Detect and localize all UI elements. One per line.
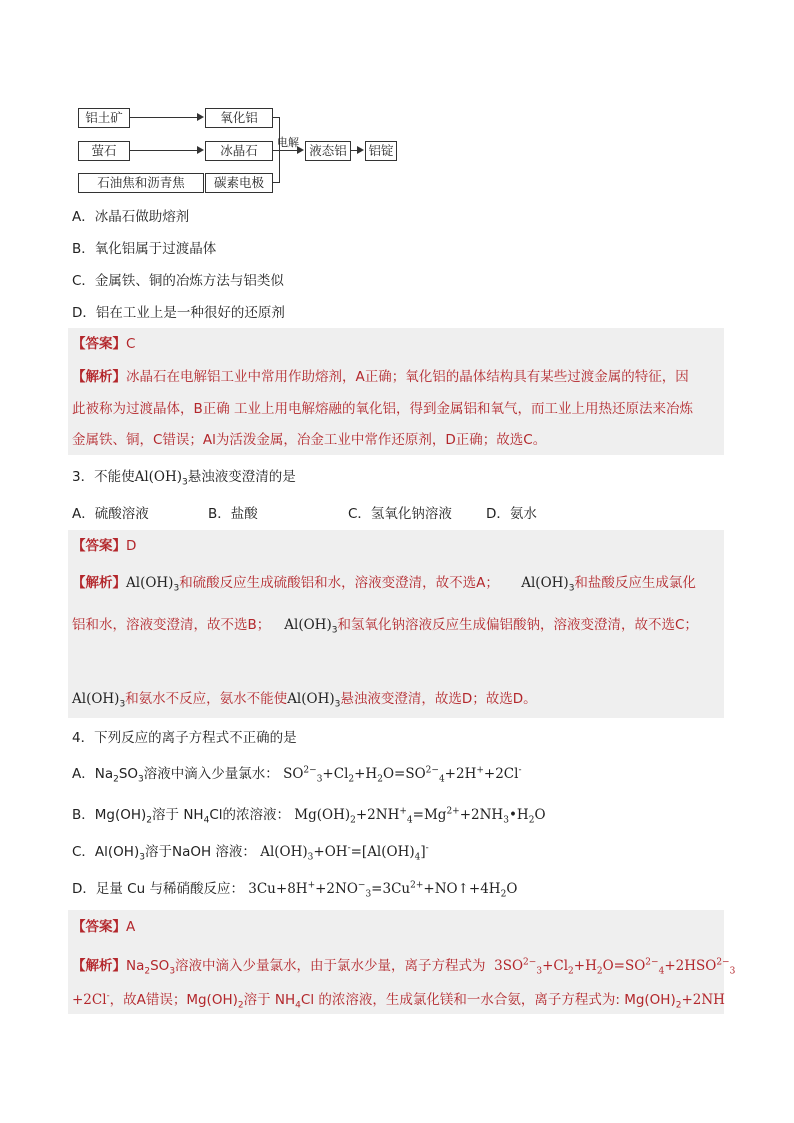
- q3-option-c: C．氢氧化钠溶液: [348, 506, 452, 522]
- source-bauxite: 铝土矿: [78, 108, 130, 128]
- q3-option-b: B．盐酸: [208, 506, 258, 522]
- q3-stem: 3．不能使$Al(OH)_3$悬浊液变澄清的是: [72, 469, 296, 488]
- q2-option-c: C．金属铁、铜的冶炼方法与铝类似: [72, 273, 284, 289]
- q4-answer: 【答案】A: [72, 919, 136, 935]
- intermediate-cryolite: 冰晶石: [205, 141, 273, 161]
- q3-answer: 【答案】D: [72, 538, 137, 554]
- q4-option-d: D．足量 Cu 与稀硝酸反应： $3Cu+8H^++2NO^-_3=3Cu^{2+}+NO↑+4H_2O$: [72, 880, 518, 900]
- q3-option-a: A．硫酸溶液: [72, 506, 149, 522]
- source-coke: 石油焦和沥青焦: [78, 173, 204, 193]
- q2-option-d: D．铝在工业上是一种很好的还原剂: [72, 305, 285, 321]
- q2-analysis-line-1: 【解析】冰晶石在电解铝工业中常用作助熔剂，A正确；氧化铝的晶体结构具有某些过渡金属的特征，因: [72, 369, 689, 385]
- intermediate-carbon-electrode: 碳素电极: [205, 173, 273, 193]
- q3-analysis-line-1: 【解析】$Al(OH)_3$和硫酸反应生成硫酸铝和水，溶液变澄清，故不选A； $Al(OH)_3$和盐酸反应生成氯化: [72, 575, 696, 594]
- q2-option-b: B．氧化铝属于过渡晶体: [72, 241, 217, 257]
- q4-stem: 4．下列反应的离子方程式不正确的是: [72, 730, 297, 746]
- q4-option-b: B．$Mg(OH)_2$溶于 $NH_4Cl$的浓溶液： $Mg(OH)_2+2NH^+_4=Mg^{2+}+2NH_3•H_2O$: [72, 806, 546, 826]
- q3-analysis-line-3: $Al(OH)_3$和氨水不反应，氨水不能使$Al(OH)_3$悬浊液变澄清，故选D；故选D。: [72, 691, 537, 710]
- q4-analysis-line-1: 【解析】$Na_2SO_3$溶液中滴入少量氯水，由于氯水少量，离子方程式为 $3SO^{2-}_3+Cl_2+H_2O=SO^{2-}_4+2HSO^{2-}_3$: [72, 957, 736, 977]
- intermediate-alumina: 氧化铝: [205, 108, 273, 128]
- q2-option-a: A．冰晶石做助熔剂: [72, 209, 190, 225]
- product-aluminum-ingot: 铝锭: [365, 141, 397, 161]
- q4-option-c: C．$Al(OH)_3$溶于NaOH 溶液： $Al(OH)_3+OH^-=[Al(OH)_4]^-$: [72, 843, 429, 863]
- product-liquid-aluminum: 液态铝: [305, 141, 351, 161]
- q4-analysis-line-2: +2Cl-，故A错误；$Mg(OH)_2$溶于 $NH_4Cl$ 的浓溶液，生成氯化镁和一水合氨，离子方程式为: $Mg(OH)_2+2NH$: [72, 991, 725, 1011]
- electrolysis-label: 电解: [277, 136, 299, 149]
- q4-option-a: A．$Na_2SO_3$溶液中滴入少量氯水： $SO^{2-}_3+Cl_2+H_2O=SO^{2-}_4+2H^++2Cl^-$: [72, 765, 522, 785]
- q3-option-d: D．氨水: [486, 506, 537, 522]
- q3-analysis-line-2: 铝和水，溶液变澄清，故不选B； $Al(OH)_3$和氢氧化钠溶液反应生成偏铝酸钠，溶液变澄清，故不选C；: [72, 617, 698, 636]
- q2-answer: 【答案】C: [72, 336, 136, 352]
- q2-analysis-line-2: 此被称为过渡晶体，B正确 工业上用电解熔融的氧化铝，得到金属铝和氧气，而工业上用热还原法来冶炼: [72, 401, 694, 417]
- source-fluorite: 萤石: [78, 141, 130, 161]
- q2-analysis-line-3: 金属铁、铜，C错误；Al为活泼金属，冶金工业中常作还原剂，D正确；故选C。: [72, 432, 547, 448]
